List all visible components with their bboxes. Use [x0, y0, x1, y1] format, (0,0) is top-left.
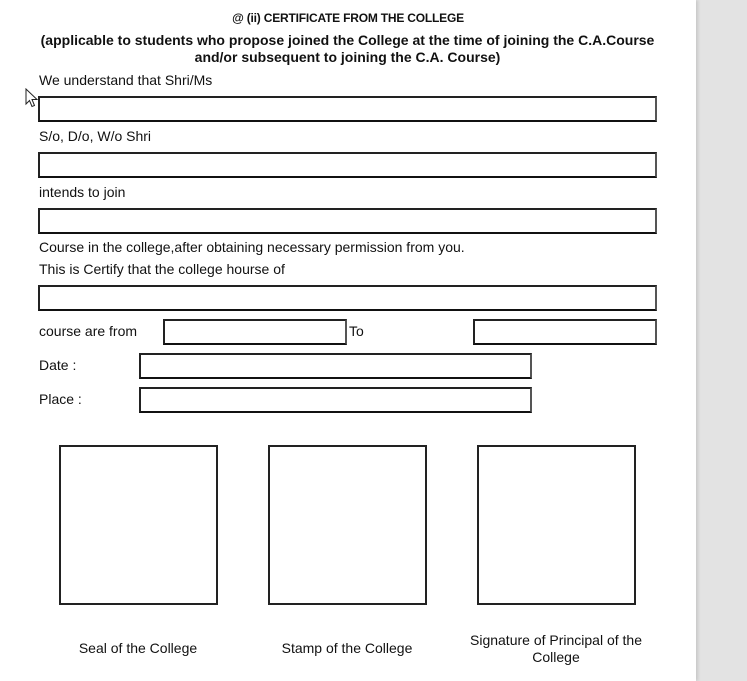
parent-name-input[interactable] [40, 154, 655, 176]
name-label: We understand that Shri/Ms [39, 72, 213, 88]
intends-input[interactable] [40, 210, 655, 232]
certify-input[interactable] [40, 287, 655, 309]
to-input[interactable] [475, 321, 655, 343]
signature-box [477, 445, 636, 605]
name-field[interactable] [38, 96, 657, 122]
intends-label: intends to join [39, 184, 126, 200]
certify-field[interactable] [38, 285, 657, 311]
certificate-subtitle [20, 32, 675, 66]
mouse-cursor-icon [25, 88, 39, 108]
date-input[interactable] [141, 355, 530, 377]
name-input[interactable] [40, 98, 655, 120]
to-field[interactable] [473, 319, 657, 345]
from-field[interactable] [163, 319, 347, 345]
place-field[interactable] [139, 387, 532, 413]
from-input[interactable] [165, 321, 345, 343]
seal-box [59, 445, 218, 605]
seal-caption: Seal of the College [78, 640, 198, 656]
signature-caption: Signature of Principal of the College [470, 632, 642, 665]
stamp-box [268, 445, 427, 605]
subtitle-line-1: (applicable to students who propose joined the College at the time of joining the C.A.Course [40, 32, 655, 48]
subtitle-line-2: and/or subsequent to joining the C.A. Course) [194, 49, 501, 65]
to-label: To [349, 323, 364, 339]
certificate-title: @ (ii) CERTIFICATE FROM THE COLLEGE [232, 11, 464, 25]
date-field[interactable] [139, 353, 532, 379]
parent-label: S/o, D/o, W/o Shri [39, 128, 152, 144]
place-input[interactable] [141, 389, 530, 411]
parent-name-field[interactable] [38, 152, 657, 178]
course-text: Course in the college,after obtaining necessary permission from you. [39, 239, 465, 255]
intends-field[interactable] [38, 208, 657, 234]
stamp-caption: Stamp of the College [281, 640, 413, 656]
place-label: Place : [39, 391, 82, 407]
certify-label: This is Certify that the college hourse of [39, 261, 285, 277]
from-label: course are from [39, 323, 138, 339]
date-label: Date : [39, 357, 77, 373]
